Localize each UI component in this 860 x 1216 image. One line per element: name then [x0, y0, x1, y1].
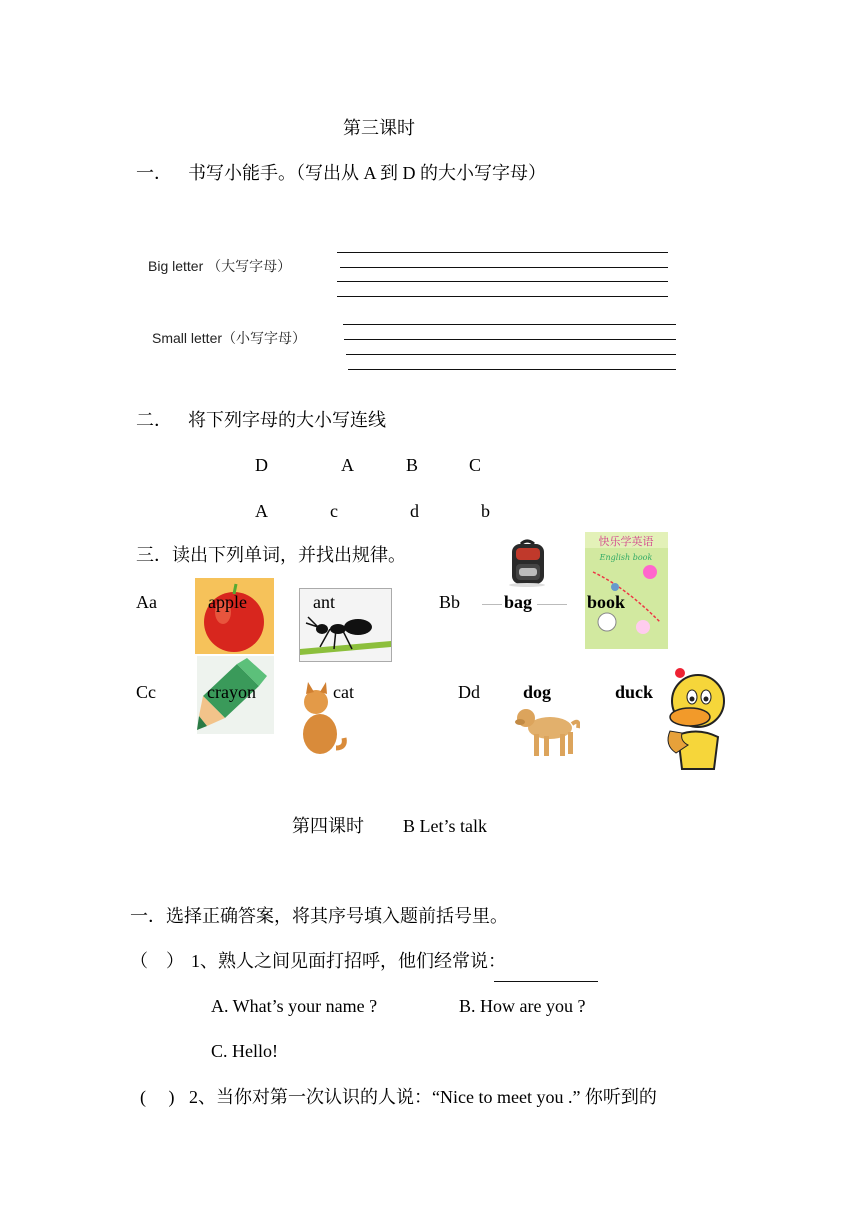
- lesson4-section-instruction: 一．选择正确答案，将其序号填入题前括号里。: [130, 906, 508, 926]
- big-letter-label: Big letter （大写字母）: [148, 258, 292, 274]
- book-cover-subtitle: English book: [599, 553, 653, 562]
- answer-bracket: ( ): [140, 1087, 175, 1107]
- letter-label: Aa: [136, 592, 157, 612]
- duck-image: [662, 665, 732, 775]
- letter-label: Cc: [136, 682, 156, 702]
- lowercase-letter: b: [481, 501, 490, 521]
- q2-instruction: 将下列字母的大小写连线: [188, 410, 386, 430]
- question-2-text: 2、当你对第一次认识的人说：“Nice to meet you .” 你听到的: [189, 1087, 657, 1107]
- lowercase-letter: c: [330, 501, 338, 521]
- writing-line: [348, 369, 676, 370]
- q3-instruction: 三．读出下列单词，并找出规律。: [136, 545, 406, 565]
- writing-line: [346, 354, 676, 355]
- letter-label: Dd: [458, 682, 480, 702]
- word-bag: bag: [504, 592, 533, 612]
- word-ant: ant: [313, 592, 335, 612]
- writing-line: [337, 296, 668, 297]
- word-crayon: crayon: [207, 682, 256, 702]
- writing-line: [337, 281, 668, 282]
- word-cat: cat: [333, 682, 354, 702]
- book-image: [585, 532, 668, 649]
- option-a: A. What’s your name ?: [211, 996, 378, 1016]
- answer-bracket: （ ）: [130, 951, 184, 971]
- writing-line: [340, 267, 668, 268]
- uppercase-letter: B: [406, 455, 419, 475]
- uppercase-letter: A: [341, 455, 354, 475]
- small-letter-label: Small letter（小写字母）: [152, 330, 307, 346]
- letter-label: Bb: [439, 592, 461, 612]
- writing-line: [337, 252, 668, 253]
- answer-underline: [494, 981, 598, 982]
- uppercase-letter: C: [469, 455, 482, 475]
- dog-image: [514, 698, 580, 760]
- word-book: book: [587, 592, 626, 612]
- word-apple: apple: [208, 592, 247, 612]
- option-c: C. Hello!: [211, 1041, 278, 1061]
- apple-image: [195, 578, 274, 654]
- bag-image: [504, 538, 551, 588]
- decorative-dash: [537, 604, 567, 605]
- option-b: B. How are you ?: [459, 996, 586, 1016]
- uppercase-letter: D: [255, 455, 268, 475]
- q1-instruction: 书写小能手。（写出从 A 到 D 的大小写字母）: [188, 163, 547, 183]
- word-duck: duck: [615, 682, 654, 702]
- q2-number: 二．: [136, 410, 172, 430]
- lowercase-letter: A: [255, 501, 268, 521]
- question-1-text: 1、熟人之间见面打招呼，他们经常说：: [191, 951, 506, 971]
- lowercase-letter: d: [410, 501, 419, 521]
- lesson3-title: 第三课时: [343, 118, 415, 138]
- writing-line: [343, 324, 676, 325]
- lesson4-title: 第四课时: [292, 816, 364, 836]
- q1-number: 一．: [136, 163, 172, 183]
- book-cover-title: 快乐学英语: [598, 535, 654, 548]
- word-dog: dog: [523, 682, 552, 702]
- decorative-dash: [482, 604, 502, 605]
- writing-line: [344, 339, 676, 340]
- lesson4-subtitle: B Let’s talk: [403, 816, 487, 836]
